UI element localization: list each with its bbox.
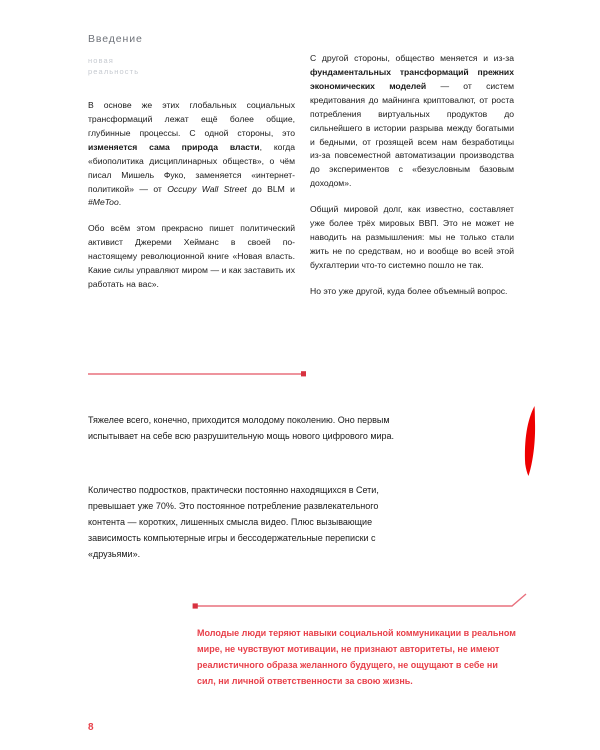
right-paragraph-2: Общий мировой долг, как известно, составляет уже более трёх мировых ВВП. Это не может не наводить на размышления: мы не только стали жить не по средствам, но и вообще во всей этой бухгалтерии что-то системно пошло не так. [310,204,514,270]
left-p1-text-c: до BLM и [246,183,295,194]
right-paragraph-3: Но это уже другой, куда более объемный вопрос. [310,285,508,296]
body-paragraph-2: Количество подростков, практически постоянно находящихся в Сети, превышает уже 70%. Это постоянное потребление развлекательного контента — коротких, лишенных смысла видео. Плюс вызывающие зависимость компьютерные игры и бессодержательные переписки с «друзьями». [88,485,379,560]
running-head-subtitle-line-1: новая [88,55,114,65]
column-right [310,52,514,299]
running-head-subtitle [88,55,288,78]
decorative-rule-upper [88,366,306,382]
callout-text: Молодые люди теряют навыки социальной коммуникации в реальном мире, не чувствуют мотивации, не признают авторитеты, не имеют реалистичного образа желанного будущего, не ощущают в себе ни сил, ни личной ответственности за свою жизнь. [197,628,516,687]
left-paragraph-1 [88,99,295,210]
running-head [88,33,288,78]
right-paragraph-1 [310,52,514,191]
edge-crescent-graphic [521,406,541,476]
edge-crescent-marker [521,406,541,476]
left-p1-text-a: В основе же этих глобальных социальных трансформаций лежат ещё более общие, глубинные процессы. С одной стороны, это [88,100,295,138]
running-head-subtitle-line-2: реальность [88,67,140,77]
left-p1-italic-1: Occupy Wall Street [167,183,247,194]
left-p1-bold: изменяется сама природа власти [88,141,260,152]
decorative-rule-lower [192,592,528,612]
left-p1-italic-2: #MeToo [88,197,119,208]
decorative-rule-upper-graphic [88,366,306,382]
left-p1-text-d: . [118,197,122,208]
body-block-2 [88,482,413,562]
body-paragraph-1: Тяжелее всего, конечно, приходится молодому поколению. Оно первым испытывает на себе всю разрушительную мощь нового цифрового мира. [88,415,395,442]
callout-block [197,625,517,689]
right-p1-bold: фундаментальных трансформаций прежних экономических моделей [310,66,514,91]
body-block-1 [88,412,413,444]
decorative-rule-lower-graphic [192,592,528,612]
left-p1-text-b: , когда «биополитика дисциплинарных обществ», о чём писал Мишель Фуко, заменяется «интернет-политикой» — от [88,141,295,194]
left-paragraph-2: Обо всём этом прекрасно пишет политический активист Джереми Хейманс в своей по-настоящему революционной книге «Новая власть. Какие силы управляют миром — и как заставить их работать на вас». [88,223,295,290]
page-number: 8 [88,722,94,733]
right-p1-text-b: — от систем кредитования до майнинга криптовалют, от роста потребления виртуальных продуктов до сильнейшего в истории разрыва между богатыми и бедными, от грозящей всем нам безработицы из-за повсеместной автоматизации производства до экспериментов с «безусловным базовым доходом». [310,80,514,189]
column-left [88,99,295,292]
right-p1-text-a: С другой стороны, общество меняется и из-за [310,53,514,63]
running-head-title: Введение [88,33,143,45]
